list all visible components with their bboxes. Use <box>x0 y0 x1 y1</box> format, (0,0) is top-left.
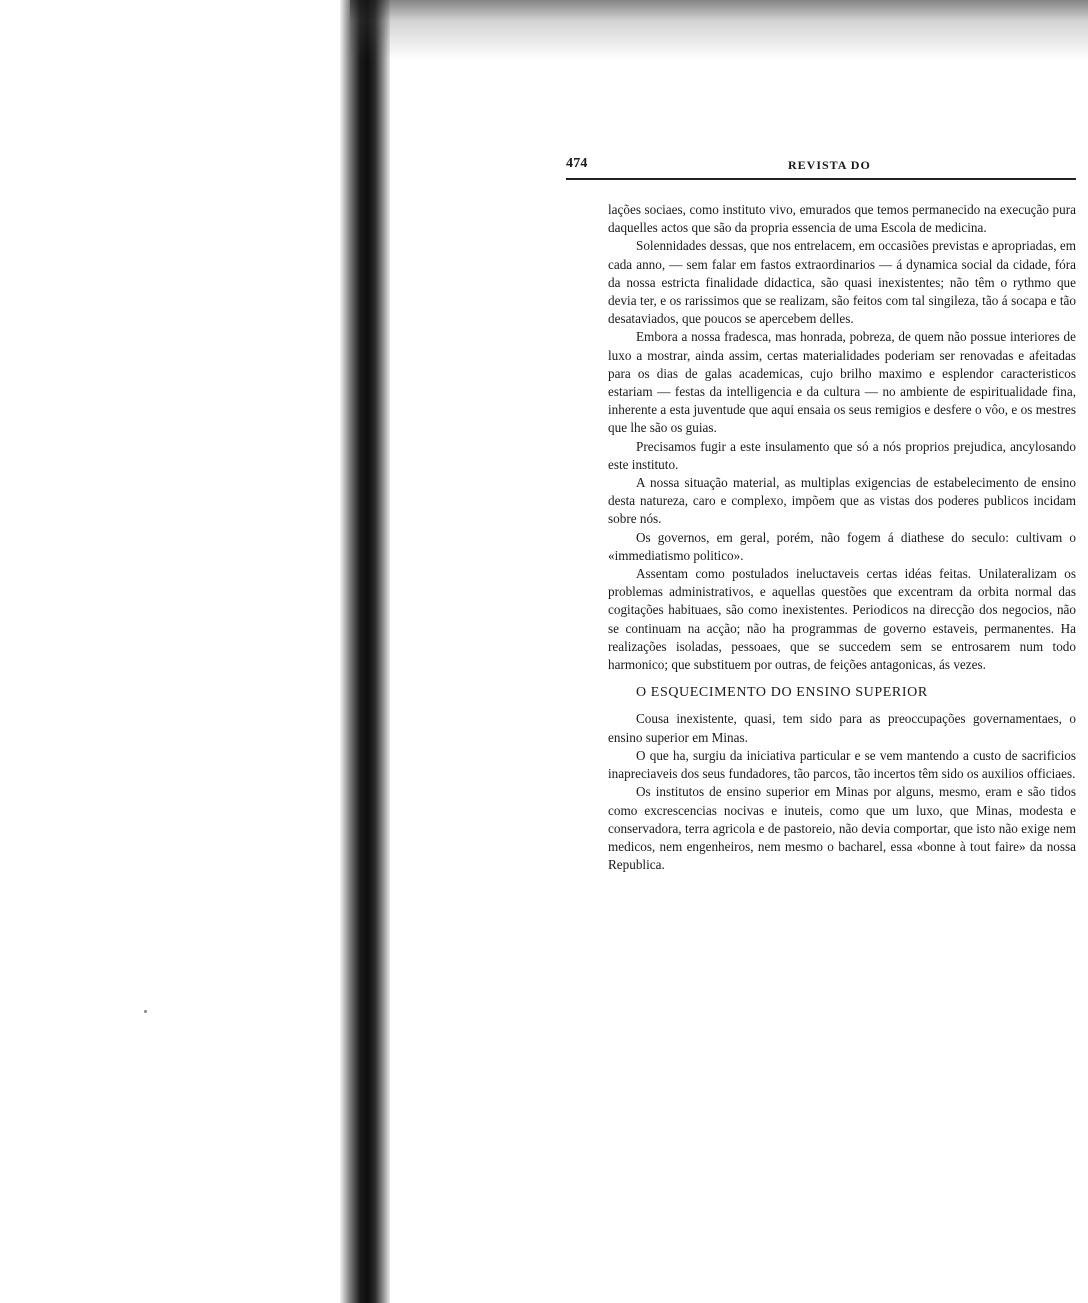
page-number: 474 <box>566 156 588 171</box>
paragraph: Solennidades dessas, que nos entrelacem, em occasiões previstas e apropriadas, em cada anno, — sem falar em fastos extraordinarios — á dynamica social da cidade, fóra da nossa estricta finalidade didactica, são quasi inexistentes; não têm o rythmo que devia ter, e os rarissimos que se realizam, são feitos com tal singileza, tão á socapa e tão desataviados, que poucos se apercebem delles. <box>608 238 1076 327</box>
paragraph-continued: lações sociaes, como instituto vivo, emurados que temos permanecido na execução pura daquelles actos que são da propria essencia de uma Escola de medicina. <box>608 202 1076 236</box>
section-paragraph: Cousa inexistente, quasi, tem sido para as preoccupações governamentaes, o ensino superior em Minas. <box>608 711 1076 745</box>
paragraph: Assentam como postulados ineluctaveis certas idéas feitas. Unilateralizam os problemas administrativos, e aquellas questões que excentram da orbita normal das cogitações habituaes, são como inexistentes. Periodicos na direcção dos negocios, não se continuam na acção; não ha programmas de governo estaveis, permanentes. Ha realizações isoladas, pessoaes, que se succedem sem se entrosarem num todo harmonico; que substituem por outras, de feições antagonicas, ás vezes. <box>608 566 1076 673</box>
section-paragraph: Os institutos de ensino superior em Minas por alguns, mesmo, eram e são tidos como excrescencias nocivas e inuteis, como que um luxo, que Minas, modesta e conservadora, terra agricola e de pastoreio, não devia comportar, que isto não exige nem medicos, nem engenheiros, nem mesmo o bacharel, essa «bonne à tout faire» da nossa Republica. <box>608 784 1076 873</box>
paragraph: Os governos, em geral, porém, não fogem á diathese do seculo: cultivam o «immediatismo politico». <box>608 529 1076 563</box>
scan-speck <box>144 1010 147 1013</box>
section-title: O ESQUECIMENTO DO ENSINO SUPERIOR <box>636 685 928 701</box>
facing-page-margin <box>0 0 370 1303</box>
book-page <box>566 152 1076 180</box>
running-head: REVISTA DO <box>788 158 871 172</box>
book-gutter-shadow <box>340 0 390 1303</box>
paragraph: A nossa situação material, as multiplas exigencias de estabelecimento de ensino desta natureza, caro e complexo, impõem que as vistas dos poderes publicos incidam sobre nós. <box>608 475 1076 527</box>
page-body <box>608 201 1076 874</box>
section-paragraph: O que ha, surgiu da iniciativa particular e se vem mantendo a custo de sacrificios inapreciaveis dos seus fundadores, tão parcos, tão incertos têm sido os auxilios officiaes. <box>608 747 1076 782</box>
top-edge-shadow <box>350 0 1088 60</box>
page-header <box>566 152 1076 180</box>
paragraph: Embora a nossa fradesca, mas honrada, pobreza, de quem não possue interiores de luxo a mostrar, ainda assim, certas materialidades poderiam ser renovadas e afeitadas para os dias de galas academicas, cujo brilho maximo e esplendor caracteristicos estariam — festas da intelligencia e da cultura — no ambiente de espiritualidade fina, inherente a esta juventude que aqui ensaia os seus remigios e desfere o vôo, e os mestres que lhe são os guias. <box>608 329 1076 436</box>
paragraph: Precisamos fugir a este insulamento que só a nós proprios prejudica, ancylosando este instituto. <box>608 438 1076 472</box>
